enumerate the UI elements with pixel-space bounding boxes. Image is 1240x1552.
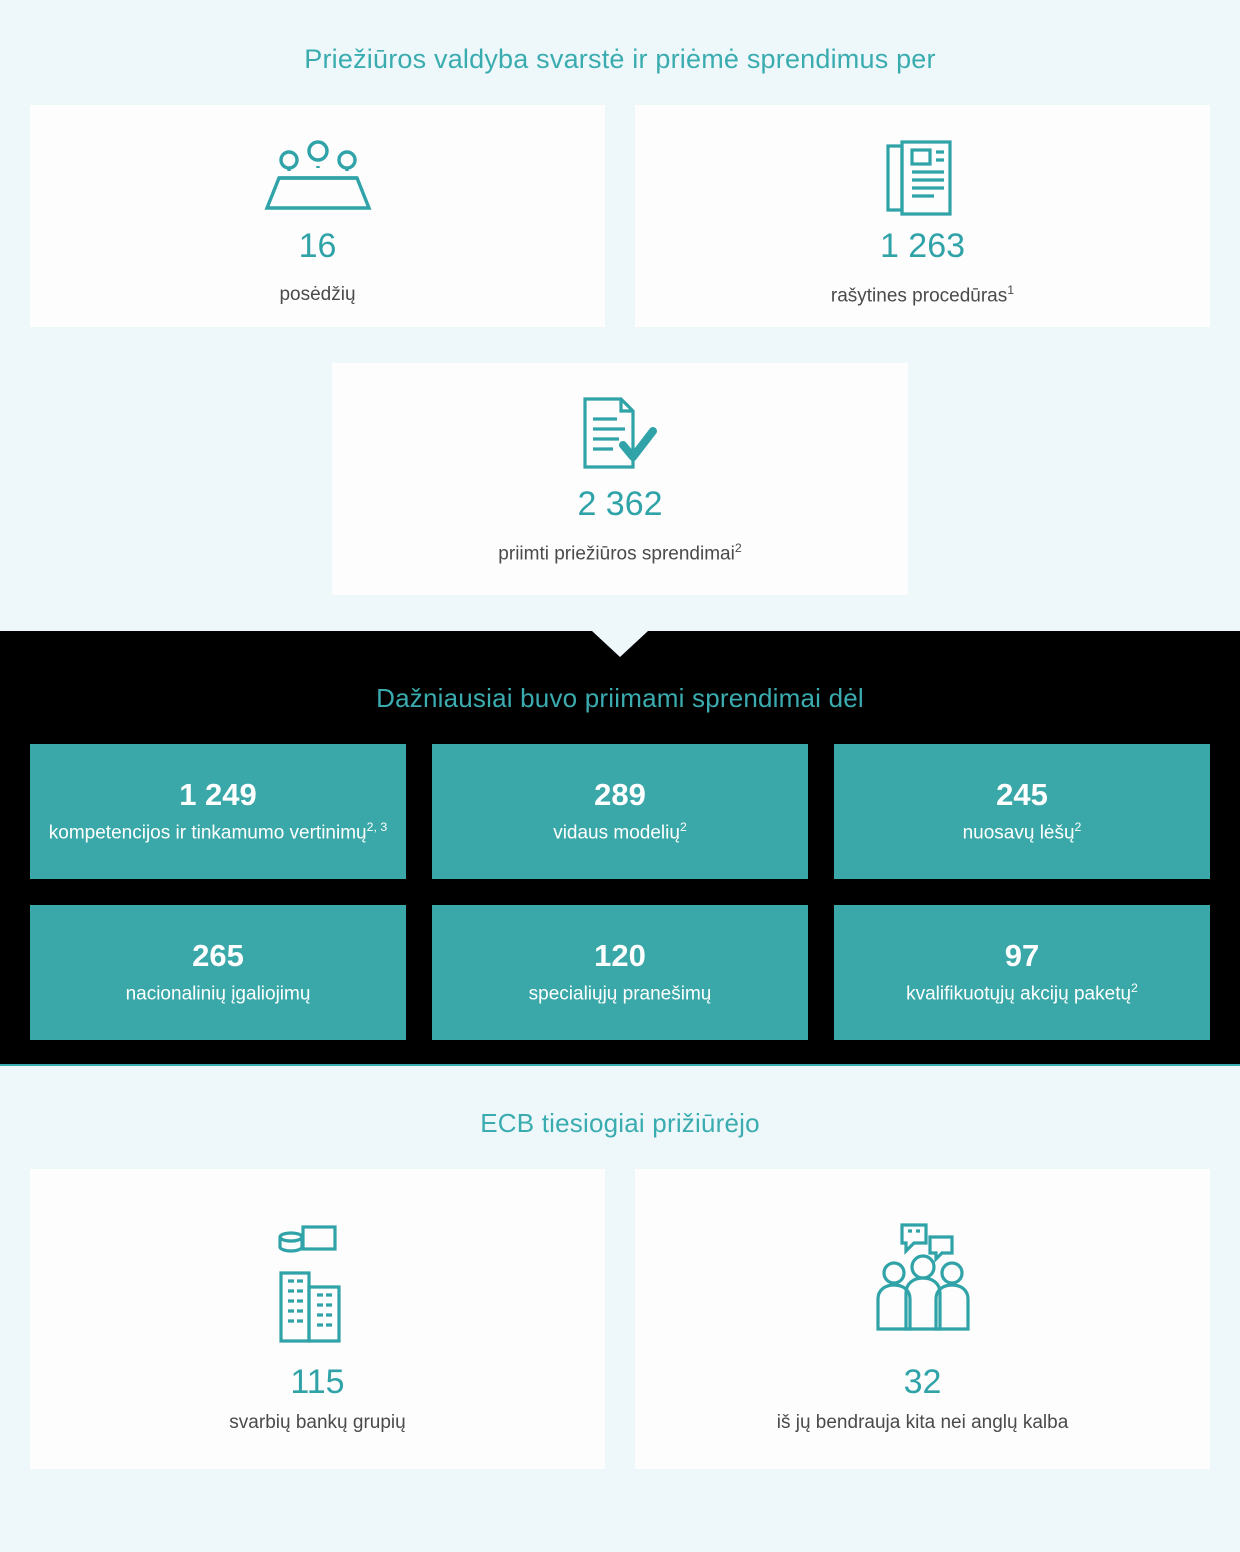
stat-caption-text: posėdžių	[279, 284, 356, 305]
section-title-top: Priežiūros valdyba svarstė ir priėmė sprendimus per	[304, 44, 936, 74]
stat-caption	[279, 283, 355, 307]
tile-value: 289	[594, 776, 646, 812]
bank-buildings-icon	[263, 1209, 373, 1359]
decision-tile	[432, 744, 808, 879]
stat-caption-text: priimti priežiūros sprendimai	[498, 543, 735, 565]
people-speech-icon	[868, 1209, 978, 1359]
stat-caption	[498, 541, 741, 566]
footnote-marker: 2	[734, 541, 742, 555]
tile-caption-text: nacionalinių įgaliojimų	[125, 983, 311, 1005]
stat-caption	[777, 1411, 1069, 1435]
stat-card-supervisory-decisions	[332, 363, 908, 595]
tile-caption	[553, 820, 687, 845]
stat-value: 16	[298, 227, 337, 265]
tile-caption	[126, 981, 311, 1006]
tile-value: 265	[192, 937, 244, 973]
tile-value: 1 249	[179, 776, 257, 812]
documents-icon	[868, 133, 978, 223]
top-card-row	[0, 105, 1240, 327]
document-check-icon	[565, 391, 675, 481]
footnote-marker: 1	[1007, 283, 1015, 297]
decision-topics-section	[0, 631, 1240, 1064]
meeting-table-icon	[263, 133, 373, 223]
stat-caption-text: iš jų bendrauja kita nei anglų kalba	[776, 1412, 1069, 1433]
supervisory-board-section	[0, 0, 1240, 595]
decision-tile	[30, 744, 406, 879]
direct-supervision-section	[0, 1064, 1240, 1499]
tile-value: 97	[1004, 937, 1040, 973]
stat-value: 32	[903, 1363, 942, 1401]
tile-value: 120	[594, 937, 646, 973]
decision-tile	[432, 905, 808, 1040]
tile-caption	[529, 981, 712, 1006]
tile-caption-text: nuosavų lėšų	[962, 822, 1075, 844]
stat-caption	[831, 283, 1014, 308]
tile-caption-text: kompetencijos ir tinkamumo vertinimų	[48, 822, 367, 844]
stat-caption	[229, 1411, 405, 1435]
footnote-marker: 2	[679, 820, 687, 834]
footnote-marker: 2	[1131, 981, 1138, 995]
section-title-middle: Dažniausiai buvo priimami sprendimai dėl	[376, 683, 864, 713]
top-center-row	[0, 363, 1240, 595]
tile-caption-text: vidaus modelių	[553, 822, 680, 844]
section-title-bottom: ECB tiesiogiai prižiūrėjo	[480, 1108, 760, 1138]
decision-tile	[834, 905, 1210, 1040]
tile-caption	[906, 981, 1138, 1006]
stat-value: 1 263	[879, 227, 966, 265]
stat-card-meetings	[30, 105, 605, 327]
stat-card-bank-groups	[30, 1169, 605, 1469]
tile-caption	[49, 820, 387, 845]
tile-caption-text: kvalifikuotųjų akcijų paketų	[906, 983, 1132, 1005]
stat-caption-text: svarbių bankų grupių	[229, 1412, 406, 1433]
footnote-marker: 2, 3	[366, 820, 388, 834]
tile-caption	[963, 820, 1082, 845]
stat-value: 115	[290, 1363, 345, 1401]
decision-tile	[834, 744, 1210, 879]
decision-tiles-grid	[0, 744, 1240, 1040]
footnote-marker: 2	[1074, 820, 1082, 834]
tile-value: 245	[996, 776, 1048, 812]
stat-card-written-procedures	[635, 105, 1210, 327]
tile-caption-text: specialiųjų pranešimų	[528, 983, 712, 1005]
stat-card-other-language	[635, 1169, 1210, 1469]
arrow-notch-icon	[592, 631, 648, 657]
decision-tile	[30, 905, 406, 1040]
bottom-card-row	[0, 1169, 1240, 1469]
stat-caption-text: rašytines procedūras	[830, 285, 1008, 307]
stat-value: 2 362	[577, 485, 663, 523]
